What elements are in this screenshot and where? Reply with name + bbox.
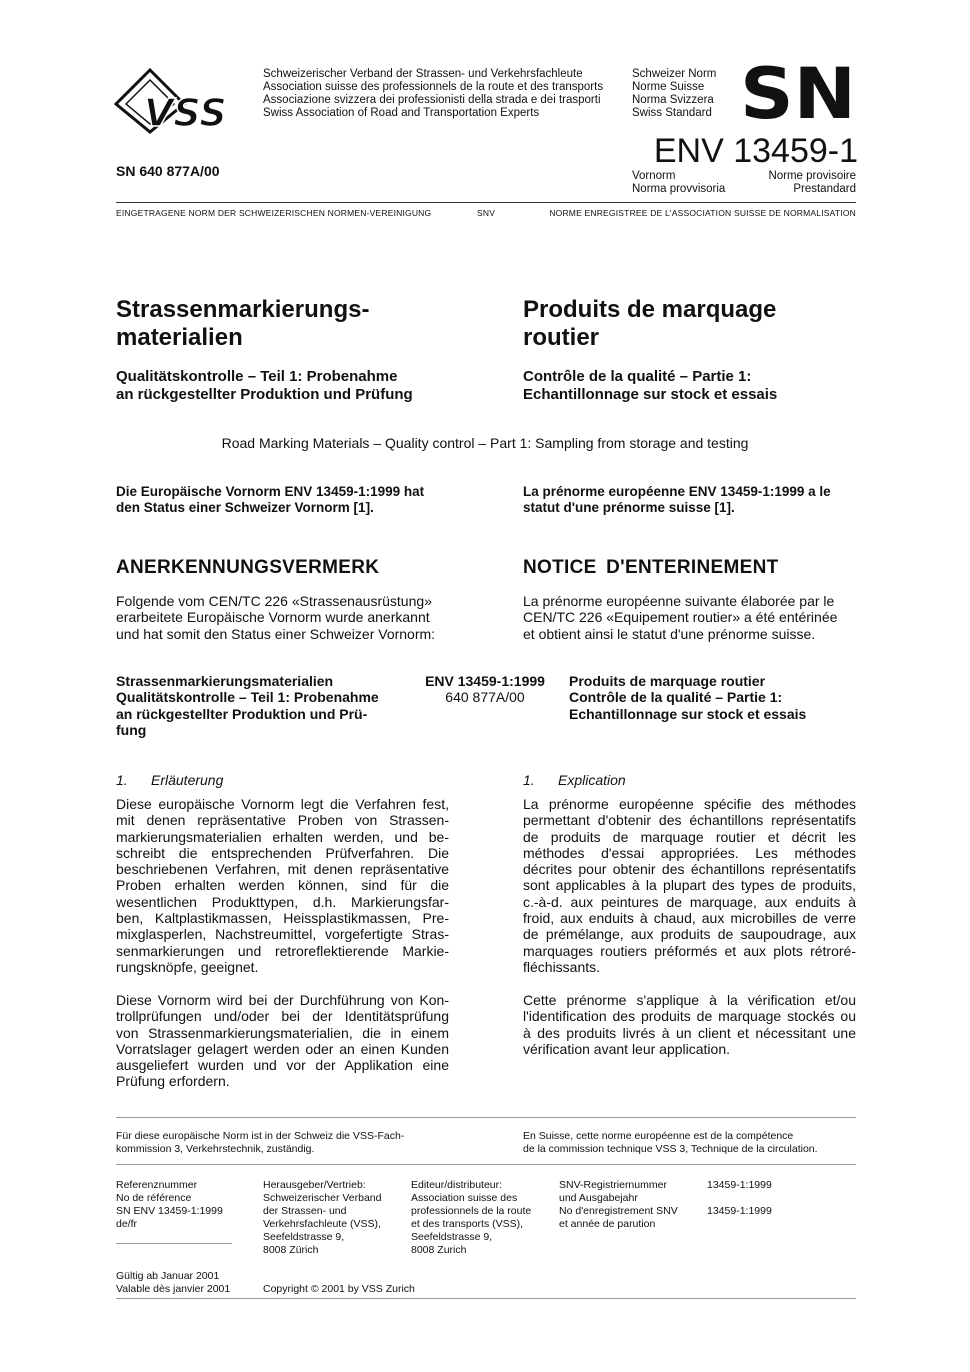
footer-line: 8008 Zürich [263, 1244, 319, 1256]
title-en: Road Marking Materials – Quality control – Part 1: Sampling from storage and testing [221, 435, 749, 451]
sn-logo [740, 62, 858, 124]
text-line: erarbeitete Europäische Vornorm wurde anerkannt [116, 609, 430, 626]
env-number: ENV 13459-1 [653, 132, 858, 170]
norm-line: Norme Suisse [632, 81, 705, 93]
footer-line: kommission 3, Verkehrstechnik, zuständig. [116, 1143, 315, 1155]
text-line: trollprüfungen und/oder bei der Identitätsprüfung [116, 1008, 449, 1025]
copyright: Copyright © 2001 by VSS Zurich [263, 1283, 415, 1295]
footer-line: de/fr [116, 1218, 138, 1230]
footer-line: Editeur/distributeur: [411, 1179, 503, 1191]
subtitle-line: Qualitätskontrolle – Teil 1: Probenahme [116, 368, 398, 385]
text-line: Cette prénorme s'applique à la vérification et/ou [523, 992, 856, 1008]
footer-line: SNV-Registriernummer [559, 1179, 667, 1191]
title-line: Strassenmarkierungs- [116, 296, 370, 323]
org-name-block [263, 68, 623, 120]
norm-line: Swiss Standard [632, 107, 712, 119]
snv-registry-de [559, 1179, 667, 1205]
section-heading-de [116, 772, 223, 788]
text-line: méthodes d'essai appropriées. Les méthodes [523, 844, 856, 861]
footer-line: Gültig ab Januar 2001 [116, 1270, 220, 1282]
vss-logo [114, 66, 260, 136]
footer-line: Association suisse des [411, 1192, 518, 1204]
text-line: froid, aux enduits à chaud, aux microbilles de verre [523, 910, 856, 927]
text-line: La prénorme européenne spécifie des méthodes [523, 796, 856, 812]
footer-line: Seefeldstrasse 9, [263, 1231, 345, 1243]
org-line: Associazione svizzera dei professionisti della strada e dei trasporti [263, 94, 601, 106]
footer-line: et année de parution [559, 1218, 656, 1230]
title-line: Produits de marquage [523, 296, 777, 323]
text-line: Diese europäische Vornorm legt die Verfahren fest, [116, 796, 449, 812]
footer-line: der Strassen- und [263, 1205, 347, 1217]
footer-line: Verkehrsfachleute (VSS), [263, 1218, 381, 1230]
text-line: CEN/TC 226 «Equipement routier» a été entérinée [523, 609, 838, 626]
text-line: de produits de marquage routier et décrit les [523, 828, 856, 845]
text-line: wesentlichen Produkttypen, d.h. Markierungsfar- [116, 893, 449, 910]
text-line: schreibt die entsprechenden Prüfverfahren. Die [116, 844, 449, 861]
footer-line: SN ENV 13459-1:1999 [116, 1205, 223, 1217]
footer-line: No d'enregistrement SNV [559, 1205, 678, 1217]
footer-line: 8008 Zurich [411, 1244, 467, 1256]
snv-registry-fr [559, 1205, 678, 1231]
publisher-de [263, 1179, 381, 1257]
status-line: La prénorme européenne ENV 13459-1:1999 a le [523, 484, 831, 499]
footer-divider-bottom [116, 1298, 856, 1299]
status-line: Die Europäische Vornorm ENV 13459-1:1999 hat [116, 484, 425, 499]
org-line: Association suisse des professionnels de la route et des transports [263, 81, 604, 93]
vornorm-line: Norme provisoire [768, 170, 856, 182]
footer-line: de la commission technique VSS 3, Technique de la circulation. [523, 1143, 818, 1155]
text-line: Vorratslager gelagert werden oder an einen Kunden [116, 1040, 449, 1057]
validity-date [116, 1270, 230, 1296]
title-line: materialien [116, 324, 243, 351]
text-line: de prémélange, aux produits de saupoudrage, aux [523, 926, 856, 943]
title-line: routier [523, 324, 600, 351]
snv-registry-de-value: 13459-1:1999 [707, 1179, 772, 1191]
subtitle-line: an rückgestellter Produktion und Prüfung [116, 386, 413, 403]
norm-line: Norma Svizzera [632, 94, 714, 106]
registry-mid: SNV [477, 208, 496, 218]
text-line: Diese Vornorm wird bei der Durchführung von Kon- [116, 992, 449, 1008]
reference-underline [116, 1243, 232, 1244]
registry-right: NORME ENREGISTREE DE L'ASSOCIATION SUISSE DE NORMALISATION [549, 208, 856, 218]
sn-number: SN 640 877A/00 [116, 163, 220, 179]
footer-line: et des transports (VSS), [411, 1218, 524, 1230]
text-line: et obtient ainsi le statut d'une prénorme suisse. [523, 625, 816, 642]
text-line: vérification avant leur application. [523, 1040, 731, 1057]
status-fr [523, 484, 831, 517]
text-line: beschriebenen Verfahren, mit denen repräsentative [116, 861, 449, 878]
listing-fr [569, 673, 859, 722]
reference-number [116, 1179, 223, 1231]
status-line: statut d'une prénorme suisse [1]. [523, 500, 735, 516]
subtitle-de [116, 368, 413, 404]
listing-code-sub: 640 877A/00 [445, 689, 525, 706]
footer-line: Für diese europäische Norm ist in der Schweiz die VSS-Fach- [116, 1130, 405, 1142]
text-line: mit denen repräsentative Proben von Strassen- [116, 812, 449, 829]
footer-line: professionnels de la route [411, 1205, 532, 1217]
paragraph-de-1 [116, 796, 449, 975]
svg-text:SN: SN [740, 62, 856, 124]
subtitle-line: Echantillonnage sur stock et essais [523, 386, 778, 403]
svg-text:VSS: VSS [144, 91, 227, 135]
paragraph-fr-2 [523, 992, 856, 1057]
listing-line: Qualitätskontrolle – Teil 1: Probenahme [116, 689, 379, 706]
vornorm-left [632, 170, 725, 196]
vornorm-line: Prestandard [793, 183, 856, 195]
section-title: Erläuterung [151, 772, 224, 788]
listing-code [412, 673, 558, 706]
section-number: 1. [523, 772, 535, 788]
listing-line: Echantillonnage sur stock et essais [569, 705, 807, 722]
status-line: den Status einer Schweizer Vornorm [1]. [116, 500, 374, 516]
footer-note-de [116, 1130, 404, 1156]
endorsement-text-fr [523, 593, 857, 642]
text-line: décrites pour obtenir des échantillons représentatifs [523, 861, 856, 878]
endorsement-text-de [116, 593, 450, 642]
vornorm-right [768, 170, 856, 196]
text-line: markierungsmaterialien erhalten werden, und be- [116, 828, 449, 845]
text-line: von Strassenmarkierungsmaterialien, die in einem [116, 1024, 449, 1041]
title-de [116, 296, 369, 352]
text-line: ben, Kaltplastikmassen, Heissplastikmassen, Pre- [116, 910, 449, 927]
org-line: Swiss Association of Road and Transportation Experts [263, 107, 540, 119]
paragraph-de-2 [116, 992, 449, 1090]
footer-divider-top [116, 1117, 856, 1118]
subtitle-line: Contrôle de la qualité – Partie 1: [523, 368, 752, 385]
header-divider [116, 202, 856, 203]
norm-line: Schweizer Norm [632, 68, 717, 80]
status-de [116, 484, 424, 517]
text-line: sont applicables à la plupart des types de produits, [523, 877, 856, 894]
footer-note-fr [523, 1130, 818, 1156]
subtitle-fr [523, 368, 777, 404]
org-line: Schweizerischer Verband der Strassen- und Verkehrsfachleute [263, 68, 583, 80]
footer-line: Schweizerischer Verband [263, 1192, 382, 1204]
text-line: marquages routiers préformés et aux plots rétroré- [523, 942, 856, 959]
snv-registry-fr-value: 13459-1:1999 [707, 1205, 772, 1217]
listing-line: fung [116, 721, 147, 738]
footer-line: und Ausgabejahr [559, 1192, 638, 1204]
publisher-fr [411, 1179, 531, 1257]
footer-line: Referenznummer [116, 1179, 198, 1191]
section-heading-fr [523, 772, 626, 788]
footer-line: No de référence [116, 1192, 192, 1204]
footer-divider-mid [116, 1164, 856, 1165]
text-line: à des produits livrés à un client et nécessitant une [523, 1024, 856, 1041]
listing-line: Contrôle de la qualité – Partie 1: [569, 689, 783, 706]
footer-line: Valable dès janvier 2001 [116, 1283, 231, 1295]
text-line: Proben erhalten werden können, sind für die [116, 877, 449, 894]
vornorm-line: Norma provvisoria [632, 183, 726, 195]
footer-line: En Suisse, cette norme européenne est de la compétence [523, 1130, 794, 1142]
text-line: mixglasperlen, Nachstreumittel, vorgefertigte Stras- [116, 926, 449, 943]
text-line: rungsknöpfe, geeignet. [116, 958, 259, 975]
text-line: permettant d'obtenir des échantillons représentatifs [523, 812, 856, 829]
text-line: Folgende vom CEN/TC 226 «Strassenausrüstung» [116, 593, 432, 609]
footer-line: Seefeldstrasse 9, [411, 1231, 493, 1243]
norm-type-block [632, 68, 742, 120]
text-line: La prénorme européenne suivante élaborée par le [523, 593, 835, 609]
text-line: c.-à-d. aux peintures de marquage, aux enduits à [523, 893, 856, 910]
endorsement-heading-de: ANERKENNUNGSVERMERK [116, 557, 380, 578]
text-line: l'identification des produits de marquage stockés ou [523, 1008, 856, 1025]
text-line: fléchissants. [523, 958, 601, 975]
listing-line: Produits de marquage routier [569, 673, 766, 689]
paragraph-fr-1 [523, 796, 856, 975]
title-fr [523, 296, 776, 352]
listing-line: Strassenmarkierungsmaterialien [116, 673, 334, 689]
text-line: ausgeliefert wurden und vor der Applikation eine [116, 1057, 449, 1074]
text-line: und hat somit den Status einer Schweizer Vornorm: [116, 625, 436, 642]
text-line: Prüfung erfordern. [116, 1073, 230, 1090]
endorsement-heading-fr: NOTICE D'ENTERINEMENT [523, 557, 779, 578]
section-number: 1. [116, 772, 128, 788]
listing-de [116, 673, 406, 738]
listing-line: an rückgestellter Produktion und Prü- [116, 705, 368, 722]
text-line: senmarkierungen und retroreflektierende Markie- [116, 942, 449, 959]
registry-left: EINGETRAGENE NORM DER SCHWEIZERISCHEN NORMEN-VEREINIGUNG [116, 208, 432, 218]
vornorm-line: Vornorm [632, 170, 676, 182]
footer-line: Herausgeber/Vertrieb: [263, 1179, 366, 1191]
listing-code-main: ENV 13459-1:1999 [425, 673, 545, 689]
section-title: Explication [558, 772, 626, 788]
